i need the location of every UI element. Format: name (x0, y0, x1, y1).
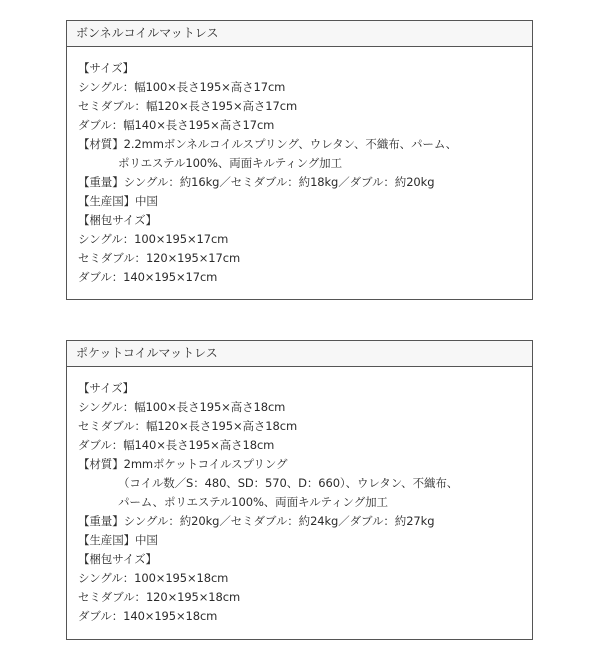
spec-line: 【サイズ】 (78, 381, 135, 395)
spec-line: セミダブル：120×195×18cm (78, 590, 241, 604)
spec-line: ポリエステル100%、両面キルティング加工 (118, 156, 342, 170)
spec-box-body (67, 47, 532, 287)
spec-line: セミダブル：120×195×17cm (78, 251, 241, 265)
spec-line: シングル：100×195×18cm (78, 571, 229, 585)
spec-box-title: ボンネルコイルマットレス (67, 21, 532, 47)
spec-line: 【梱包サイズ】 (78, 213, 157, 227)
spec-line: 【材質】2.2mmボンネルコイルスプリング、ウレタン、不織布、パーム、 (78, 137, 457, 151)
spec-line: （コイル数／S：480、SD：570、D：660）、ウレタン、不織布、 (118, 476, 459, 490)
spec-line: 【生産国】中国 (78, 533, 158, 547)
spec-line: パーム、ポリエステル100%、両面キルティング加工 (118, 495, 388, 509)
spec-line: 【生産国】中国 (78, 194, 158, 208)
spec-line: 【重量】シングル：約20kg／セミダブル：約24kg／ダブル：約27kg (78, 514, 435, 528)
spec-line: シングル：100×195×17cm (78, 232, 229, 246)
spec-line: ダブル：140×195×18cm (78, 609, 218, 623)
spec-line: セミダブル：幅120×長さ195×高さ17cm (78, 99, 298, 113)
spec-line: セミダブル：幅120×長さ195×高さ18cm (78, 419, 298, 433)
spec-line: 【サイズ】 (78, 61, 135, 75)
spec-line: ダブル：幅140×長さ195×高さ18cm (78, 438, 275, 452)
spec-line: 【重量】シングル：約16kg／セミダブル：約18kg／ダブル：約20kg (78, 175, 435, 189)
spec-line: 【梱包サイズ】 (78, 552, 157, 566)
spec-line: シングル：幅100×長さ195×高さ17cm (78, 80, 286, 94)
spec-line: ダブル：幅140×長さ195×高さ17cm (78, 118, 275, 132)
spec-box-title: ポケットコイルマットレス (67, 341, 532, 367)
spec-box-body (67, 367, 532, 626)
spec-line: ダブル：140×195×17cm (78, 270, 218, 284)
spec-line: 【材質】2mmポケットコイルスプリング (78, 457, 288, 471)
bonnell-coil-spec-box (66, 20, 533, 300)
pocket-coil-spec-box (66, 340, 533, 640)
spec-line: シングル：幅100×長さ195×高さ18cm (78, 400, 286, 414)
